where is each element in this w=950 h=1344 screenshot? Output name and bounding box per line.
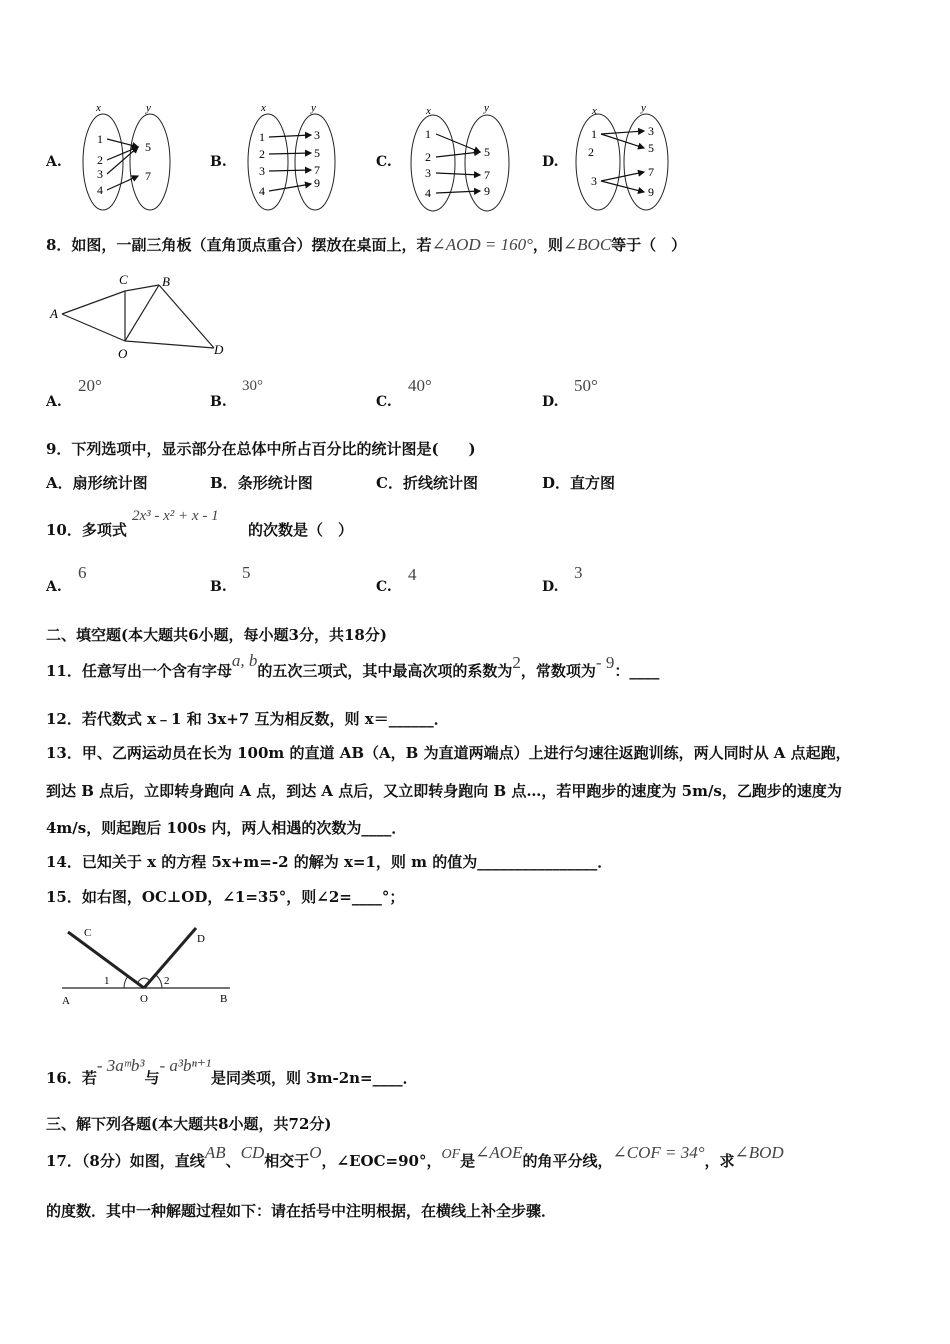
q13-line-1: 13．甲、乙两运动员在长为 100m 的直道 AB（A，B 为直道两端点）上进行匀速往返跑训练，两人同时从 A 点起跑， <box>46 744 851 762</box>
q8-option-a-value: 20° <box>78 376 102 395</box>
q10-option-a-value: 6 <box>78 563 87 582</box>
point-a-label: A <box>62 995 70 1007</box>
x-element: 1 <box>97 132 103 146</box>
q8-option-b-label: B. <box>210 394 227 410</box>
x-element: 3 <box>425 166 431 180</box>
q8-option-c-label: C. <box>376 394 392 410</box>
y-element: 9 <box>314 176 320 190</box>
y-element: 7 <box>314 163 320 177</box>
y-element: 7 <box>145 169 151 183</box>
q12: 12．若代数式 x﹣1 和 3x+7 互为相反数，则 x＝______． <box>46 710 449 728</box>
point-d-label: D <box>214 342 224 357</box>
q10-option-c-value: 4 <box>408 565 417 584</box>
y-element: 5 <box>145 140 151 154</box>
ray-c-label: C <box>84 927 92 939</box>
axis-y-label: y <box>311 102 316 114</box>
q10-option-b-value: 5 <box>242 563 251 582</box>
mapping-arrows <box>269 135 311 191</box>
q7-option-c-label: C. <box>376 154 392 170</box>
q7-diagram-b <box>235 100 355 215</box>
x-element: 1 <box>591 127 597 141</box>
y-element: 3 <box>314 128 320 142</box>
q10-option-b-label: B. <box>210 579 227 595</box>
q15-figure <box>56 920 241 1010</box>
q17-line-1: 17．（8分）如图，直线AB、CD相交于O，∠EOC=90°，OF是∠AOE的角平分线，∠COF = 34°，求∠BOD <box>46 1143 784 1170</box>
x-element: 4 <box>259 184 265 198</box>
x-element: 3 <box>97 167 103 181</box>
q8-figure <box>46 268 236 363</box>
q8-stem: 8．如图，一副三角板（直角顶点重合）摆放在桌面上，若∠AOD = 160°，则∠BOC等于（ ） <box>46 235 687 254</box>
point-a-label: A <box>50 306 58 321</box>
section-2-heading: 二、填空题(本大题共6小题，每小题3分，共18分) <box>46 626 387 644</box>
q10-stem-a: 10．多项式 <box>46 521 127 539</box>
x-element: 3 <box>259 164 265 178</box>
q10-option-a-label: A. <box>46 579 62 595</box>
y-element: 9 <box>648 185 654 199</box>
q7-diagram-c <box>400 100 520 215</box>
mapping-arrows <box>601 131 644 192</box>
q7-option-b-label: B. <box>210 154 227 170</box>
q7-diagram-a <box>70 100 190 215</box>
q10-option-d-value: 3 <box>574 563 583 582</box>
q10-option-d-label: D. <box>542 579 559 595</box>
axis-x-label: x <box>592 105 597 117</box>
q10-polynomial: 2x³ - x² + x - 1 <box>132 508 219 524</box>
point-c-label: C <box>119 272 128 287</box>
q9-option-b: B．条形统计图 <box>210 474 313 492</box>
q16: 16．若- 3aᵐb³与- a³bⁿ⁺¹是同类项，则 3m-2n=____． <box>46 1056 418 1087</box>
q8-option-d-value: 50° <box>574 376 598 395</box>
x-element: 2 <box>97 153 103 167</box>
q8-option-c-value: 40° <box>408 376 432 395</box>
q17-line-2: 的度数．其中一种解题过程如下：请在括号中注明根据，在横线上补全步骤． <box>46 1202 557 1220</box>
q9-stem: 9．下列选项中，显示部分在总体中所占百分比的统计图是( ) <box>46 440 476 458</box>
x-element: 1 <box>425 127 431 141</box>
axis-x-label: x <box>96 102 101 114</box>
y-element: 5 <box>484 145 490 159</box>
axis-y-label: y <box>484 102 489 114</box>
axis-x-label: x <box>261 102 266 114</box>
x-element: 1 <box>259 130 265 144</box>
q13-line-3: 4m/s，则起跑后 100s 内，两人相遇的次数为____． <box>46 819 407 837</box>
y-element: 7 <box>648 165 654 179</box>
q13-line-2: 到达 B 点后，立即转身跑向 A 点，到达 A 点后，又立即转身跑向 B 点…，若甲跑步的速度为 5m/s，乙跑步的速度为 <box>46 782 842 800</box>
point-b-label: B <box>162 274 170 289</box>
q9-option-c: C．折线统计图 <box>376 474 478 492</box>
x-element: 2 <box>259 147 265 161</box>
q14: 14．已知关于 x 的方程 5x+m=-2 的解为 x=1，则 m 的值为________________． <box>46 853 613 871</box>
q8-option-a-label: A. <box>46 394 62 410</box>
y-element: 5 <box>648 141 654 155</box>
angle-2-label: 2 <box>164 975 170 987</box>
q7-option-d-label: D. <box>542 154 559 170</box>
x-element: 2 <box>588 145 594 159</box>
q9-option-a: A．扇形统计图 <box>46 474 148 492</box>
q10-stem-b: 的次数是（ ） <box>248 521 354 539</box>
y-element: 5 <box>314 146 320 160</box>
point-o-label: O <box>118 346 128 361</box>
x-element: 4 <box>425 186 431 200</box>
x-element: 2 <box>425 150 431 164</box>
axis-y-label: y <box>146 102 151 114</box>
q9-option-d: D．直方图 <box>542 474 616 492</box>
q7-option-a-label: A. <box>46 154 62 170</box>
x-element: 4 <box>97 183 103 197</box>
q8-option-d-label: D. <box>542 394 559 410</box>
x-element: 3 <box>591 174 597 188</box>
y-element: 3 <box>648 124 654 138</box>
ray-d-label: D <box>197 933 205 945</box>
y-element: 9 <box>484 184 490 198</box>
axis-x-label: x <box>426 105 431 117</box>
q10-option-c-label: C. <box>376 579 392 595</box>
point-b-label: B <box>220 993 228 1005</box>
y-element: 7 <box>484 168 490 182</box>
axis-y-label: y <box>641 102 646 114</box>
point-o-label: O <box>140 993 148 1005</box>
section-3-heading: 三、解下列各题(本大题共8小题，共72分) <box>46 1115 332 1133</box>
angle-1-label: 1 <box>104 975 110 987</box>
q8-option-b-value: 30° <box>242 378 263 394</box>
q11: 11．任意写出一个含有字母a, b的五次三项式，其中最高次项的系数为2，常数项为- 9：____ <box>46 651 660 680</box>
mapping-arrows <box>436 134 480 193</box>
q7-diagram-d <box>568 100 688 215</box>
q15-stem: 15．如右图，OC⊥OD，∠1=35°，则∠2=____°； <box>46 888 405 906</box>
